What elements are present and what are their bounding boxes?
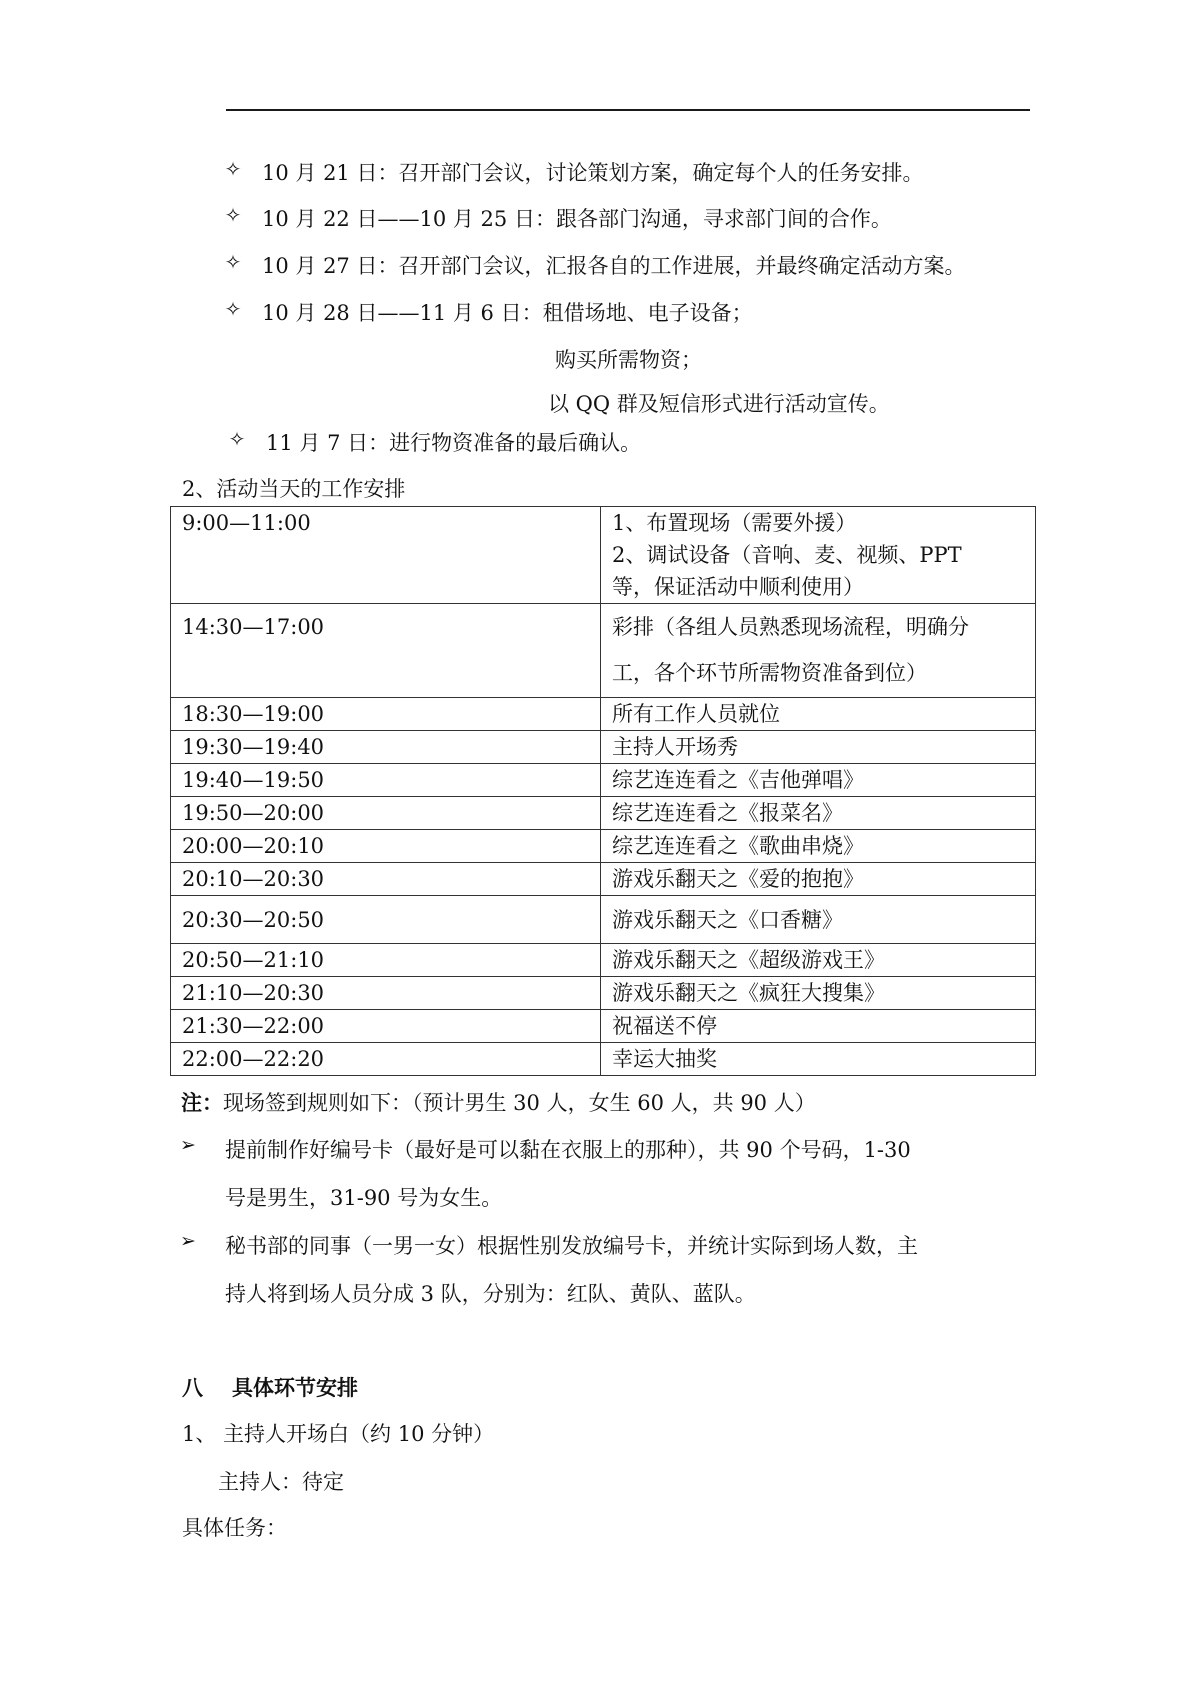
schedule-table — [170, 506, 1036, 1076]
schedule-activity: 游戏乐翻天之《口香糖》 — [601, 896, 1036, 944]
activity-line: 2、调试设备（音响、麦、视频、PPT — [612, 543, 962, 567]
table-row — [171, 797, 1036, 830]
activity-line: 等，保证活动中顺利使用） — [612, 575, 864, 599]
schedule-activity — [601, 507, 1036, 604]
note-item-line: 号是男生，31-90 号为女生。 — [225, 1186, 503, 1210]
table-row — [171, 507, 1036, 604]
table-row — [171, 731, 1036, 764]
table-row — [171, 698, 1036, 731]
section-heading: 2、活动当天的工作安排 — [182, 477, 406, 501]
table-row — [171, 830, 1036, 863]
schedule-activity: 综艺连连看之《报菜名》 — [601, 797, 1036, 830]
arrow-bullet-icon: ➢ — [180, 1230, 196, 1252]
schedule-activity: 主持人开场秀 — [601, 731, 1036, 764]
arrow-bullet-icon: ➢ — [180, 1134, 196, 1156]
schedule-activity: 祝福送不停 — [601, 1010, 1036, 1043]
schedule-activity: 综艺连连看之《歌曲串烧》 — [601, 830, 1036, 863]
section-number: 八 — [182, 1376, 203, 1400]
diamond-bullet-icon: ✧ — [224, 203, 242, 227]
schedule-time: 9:00—11:00 — [171, 507, 601, 604]
header-rule — [226, 109, 1030, 111]
schedule-activity: 游戏乐翻天之《超级游戏王》 — [601, 944, 1036, 977]
tasks-label: 具体任务： — [182, 1516, 287, 1540]
table-row — [171, 1010, 1036, 1043]
schedule-time: 20:10—20:30 — [171, 863, 601, 896]
note-item-line: 持人将到场人员分成 3 队，分别为：红队、黄队、蓝队。 — [225, 1282, 756, 1306]
table-row — [171, 896, 1036, 944]
note-item-line: 提前制作好编号卡（最好是可以黏在衣服上的那种），共 90 个号码，1-30 — [225, 1138, 911, 1162]
note-text: 现场签到规则如下：（预计男生 30 人，女生 60 人，共 90 人） — [223, 1091, 816, 1115]
note-label: 注： — [181, 1091, 223, 1115]
timeline-item: 10 月 22 日——10 月 25 日：跟各部门沟通，寻求部门间的合作。 — [262, 207, 892, 231]
host-line: 主持人：待定 — [218, 1470, 344, 1494]
activity-line: 彩排（各组人员熟悉现场流程，明确分 — [612, 615, 969, 639]
note-item-line: 秘书部的同事（一男一女）根据性别发放编号卡，并统计实际到场人数，主 — [225, 1234, 918, 1258]
schedule-time: 18:30—19:00 — [171, 698, 601, 731]
note-paragraph — [181, 1087, 816, 1117]
timeline-item: 11 月 7 日：进行物资准备的最后确认。 — [266, 431, 642, 455]
table-row — [171, 764, 1036, 797]
schedule-time: 20:50—21:10 — [171, 944, 601, 977]
timeline-subitem: 购买所需物资； — [555, 348, 702, 372]
activity-line: 工，各个环节所需物资准备到位） — [612, 661, 927, 685]
schedule-time: 21:10—20:30 — [171, 977, 601, 1010]
timeline-subitem: 以 QQ 群及短信形式进行活动宣传。 — [548, 392, 890, 416]
schedule-time: 19:50—20:00 — [171, 797, 601, 830]
schedule-time: 14:30—17:00 — [171, 604, 601, 698]
table-row — [171, 863, 1036, 896]
schedule-activity: 综艺连连看之《吉他弹唱》 — [601, 764, 1036, 797]
timeline-item: 10 月 27 日：召开部门会议，汇报各自的工作进展，并最终确定活动方案。 — [262, 254, 966, 278]
table-row — [171, 604, 1036, 698]
subsection-title: 1、 主持人开场白（约 10 分钟） — [182, 1422, 495, 1446]
schedule-time: 20:00—20:10 — [171, 830, 601, 863]
timeline-item: 10 月 21 日：召开部门会议，讨论策划方案，确定每个人的任务安排。 — [262, 161, 924, 185]
schedule-time: 21:30—22:00 — [171, 1010, 601, 1043]
schedule-activity: 所有工作人员就位 — [601, 698, 1036, 731]
table-row — [171, 1043, 1036, 1076]
table-row — [171, 944, 1036, 977]
diamond-bullet-icon: ✧ — [228, 427, 246, 451]
schedule-activity: 幸运大抽奖 — [601, 1043, 1036, 1076]
schedule-activity: 游戏乐翻天之《疯狂大搜集》 — [601, 977, 1036, 1010]
schedule-activity — [601, 604, 1036, 698]
diamond-bullet-icon: ✧ — [224, 297, 242, 321]
section-title: 具体环节安排 — [232, 1376, 358, 1400]
activity-line: 1、布置现场（需要外援） — [612, 511, 857, 535]
schedule-activity: 游戏乐翻天之《爱的抱抱》 — [601, 863, 1036, 896]
schedule-time: 22:00—22:20 — [171, 1043, 601, 1076]
schedule-time: 20:30—20:50 — [171, 896, 601, 944]
diamond-bullet-icon: ✧ — [224, 157, 242, 181]
schedule-time: 19:40—19:50 — [171, 764, 601, 797]
schedule-time: 19:30—19:40 — [171, 731, 601, 764]
table-row — [171, 977, 1036, 1010]
diamond-bullet-icon: ✧ — [224, 250, 242, 274]
timeline-item: 10 月 28 日——11 月 6 日：租借场地、电子设备； — [262, 301, 753, 325]
